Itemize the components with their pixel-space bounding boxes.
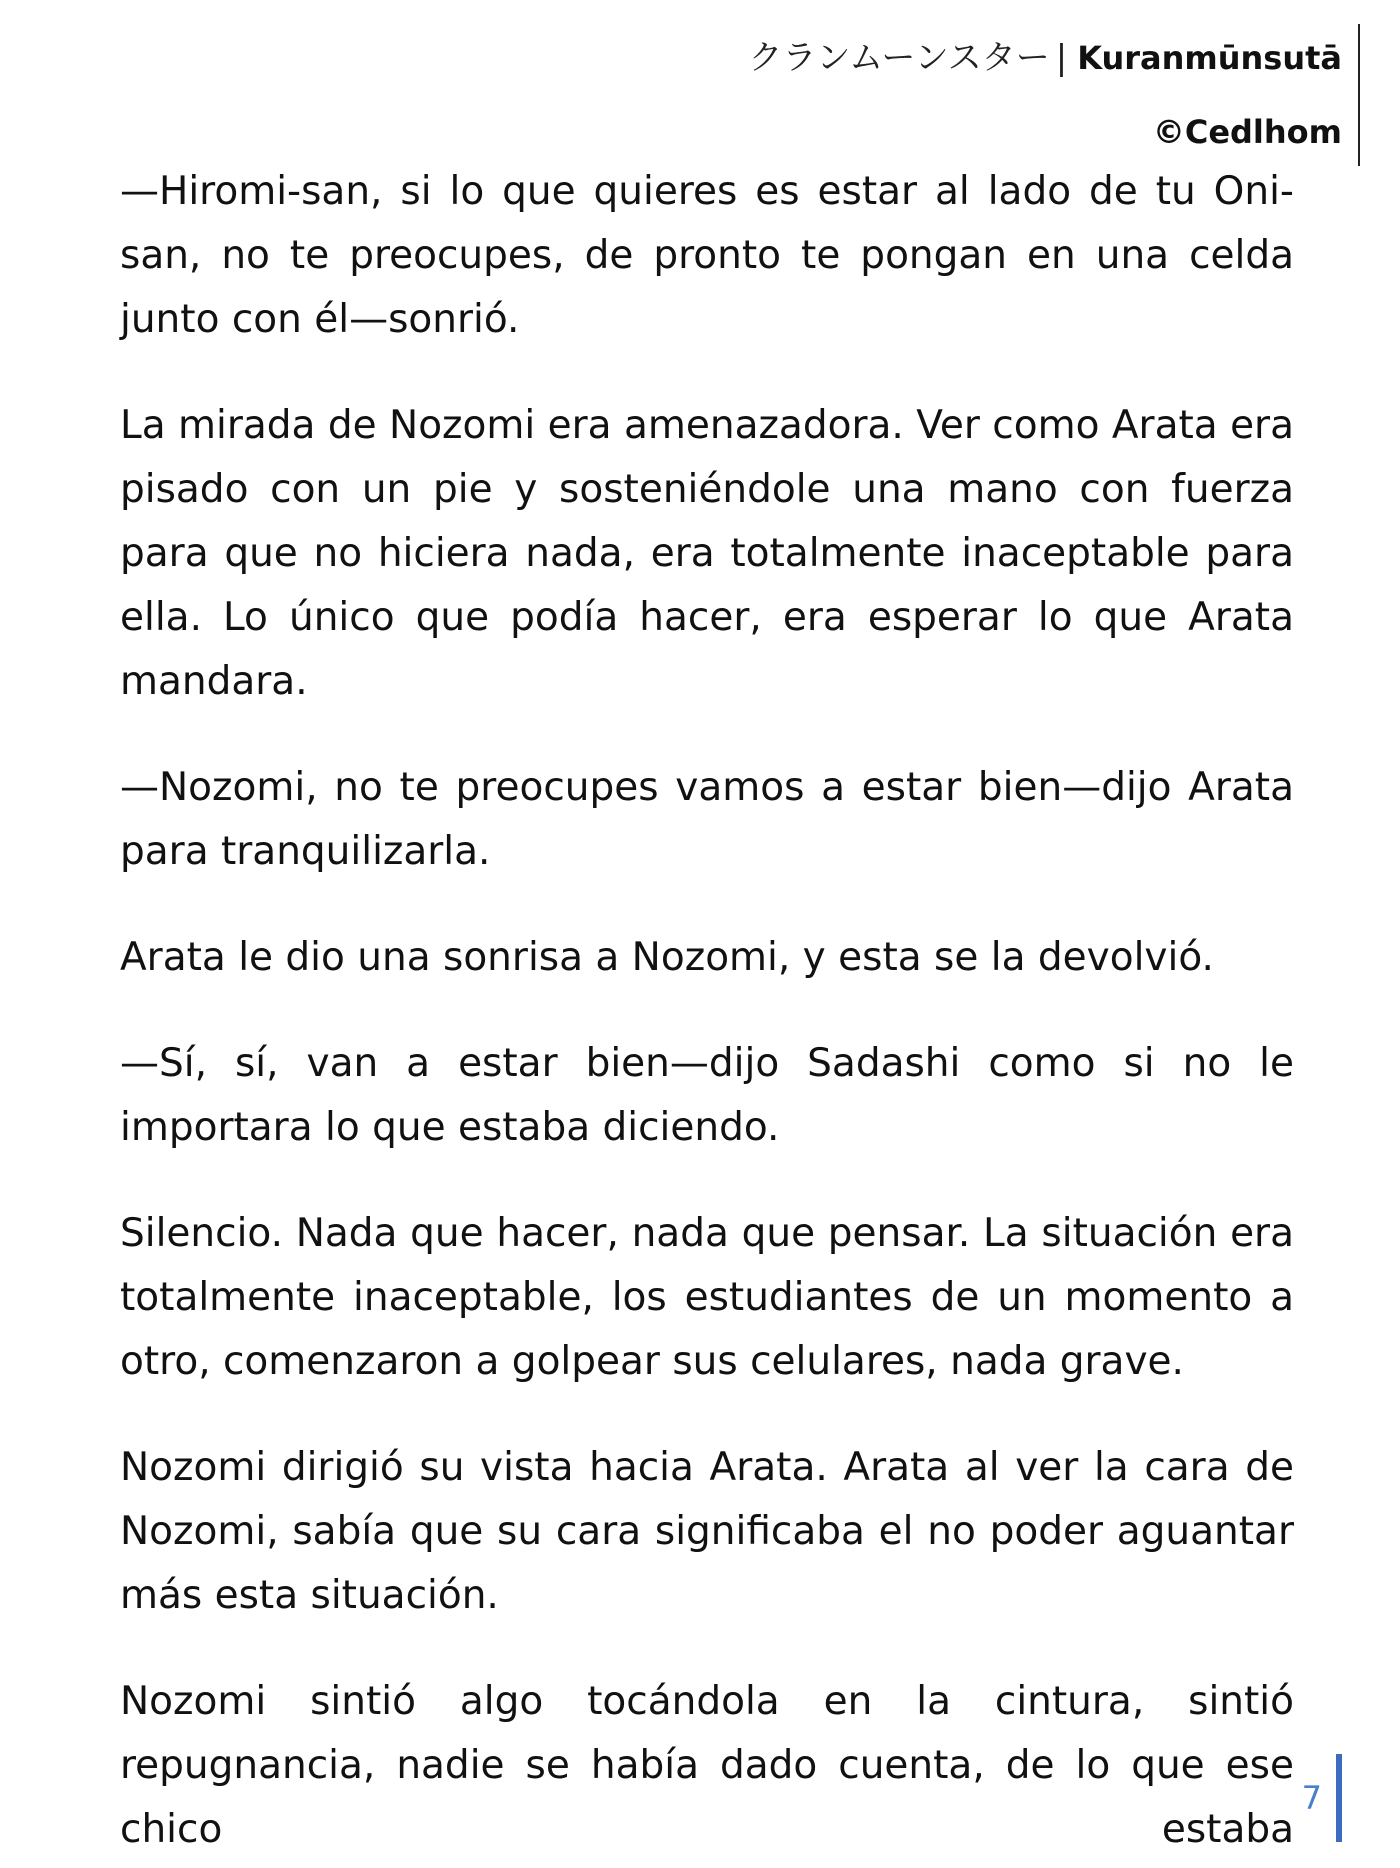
header-separator: | [1055, 38, 1068, 78]
paragraph: —Hiromi-san, si lo que quieres es estar al lado de tu Oni-san, no te preocupes, de pronto te pongan en una celda junto con él—sonrió. [120, 169, 1294, 342]
paragraph: La mirada de Nozomi era amenazadora. Ver como Arata era pisado con un pie y sosteniéndole una mano con fuerza para que no hiciera nada, era totalmente inaceptable para ella. Lo único que podía hacer, era esperar lo que Arata mandara. [120, 403, 1294, 704]
header-japanese-title: クランムーンスター [748, 38, 1050, 78]
page-number [1302, 1754, 1342, 1842]
paragraph: Nozomi sintió algo tocándola en la cintura, sintió repugnancia, nadie se había dado cuenta, de lo que ese chico estaba [120, 1679, 1294, 1852]
paragraph: —Sí, sí, van a estar bien—dijo Sadashi como si no le importara lo que estaba diciendo. [120, 1041, 1294, 1150]
document-body [120, 160, 1294, 1862]
paragraph: —Nozomi, no te preocupes vamos a estar bien—dijo Arata para tranquilizarla. [120, 765, 1294, 874]
header-romaji-title: Kuranmūnsutā [1077, 39, 1342, 77]
page-number-label: 7 [1301, 1779, 1322, 1817]
page-header [748, 24, 1360, 166]
paragraph: Silencio. Nada que hacer, nada que pensar. La situación era totalmente inaceptable, los estudiantes de un momento a otro, comenzaron a golpear sus celulares, nada grave. [120, 1211, 1294, 1384]
paragraph: Arata le dio una sonrisa a Nozomi, y esta se la devolvió. [120, 935, 1214, 980]
header-copyright: ©Cedlhom [1152, 113, 1342, 151]
header-title-line [748, 24, 1342, 98]
paragraph: Nozomi dirigió su vista hacia Arata. Arata al ver la cara de Nozomi, sabía que su cara significaba el no poder aguantar más esta situación. [120, 1445, 1294, 1618]
